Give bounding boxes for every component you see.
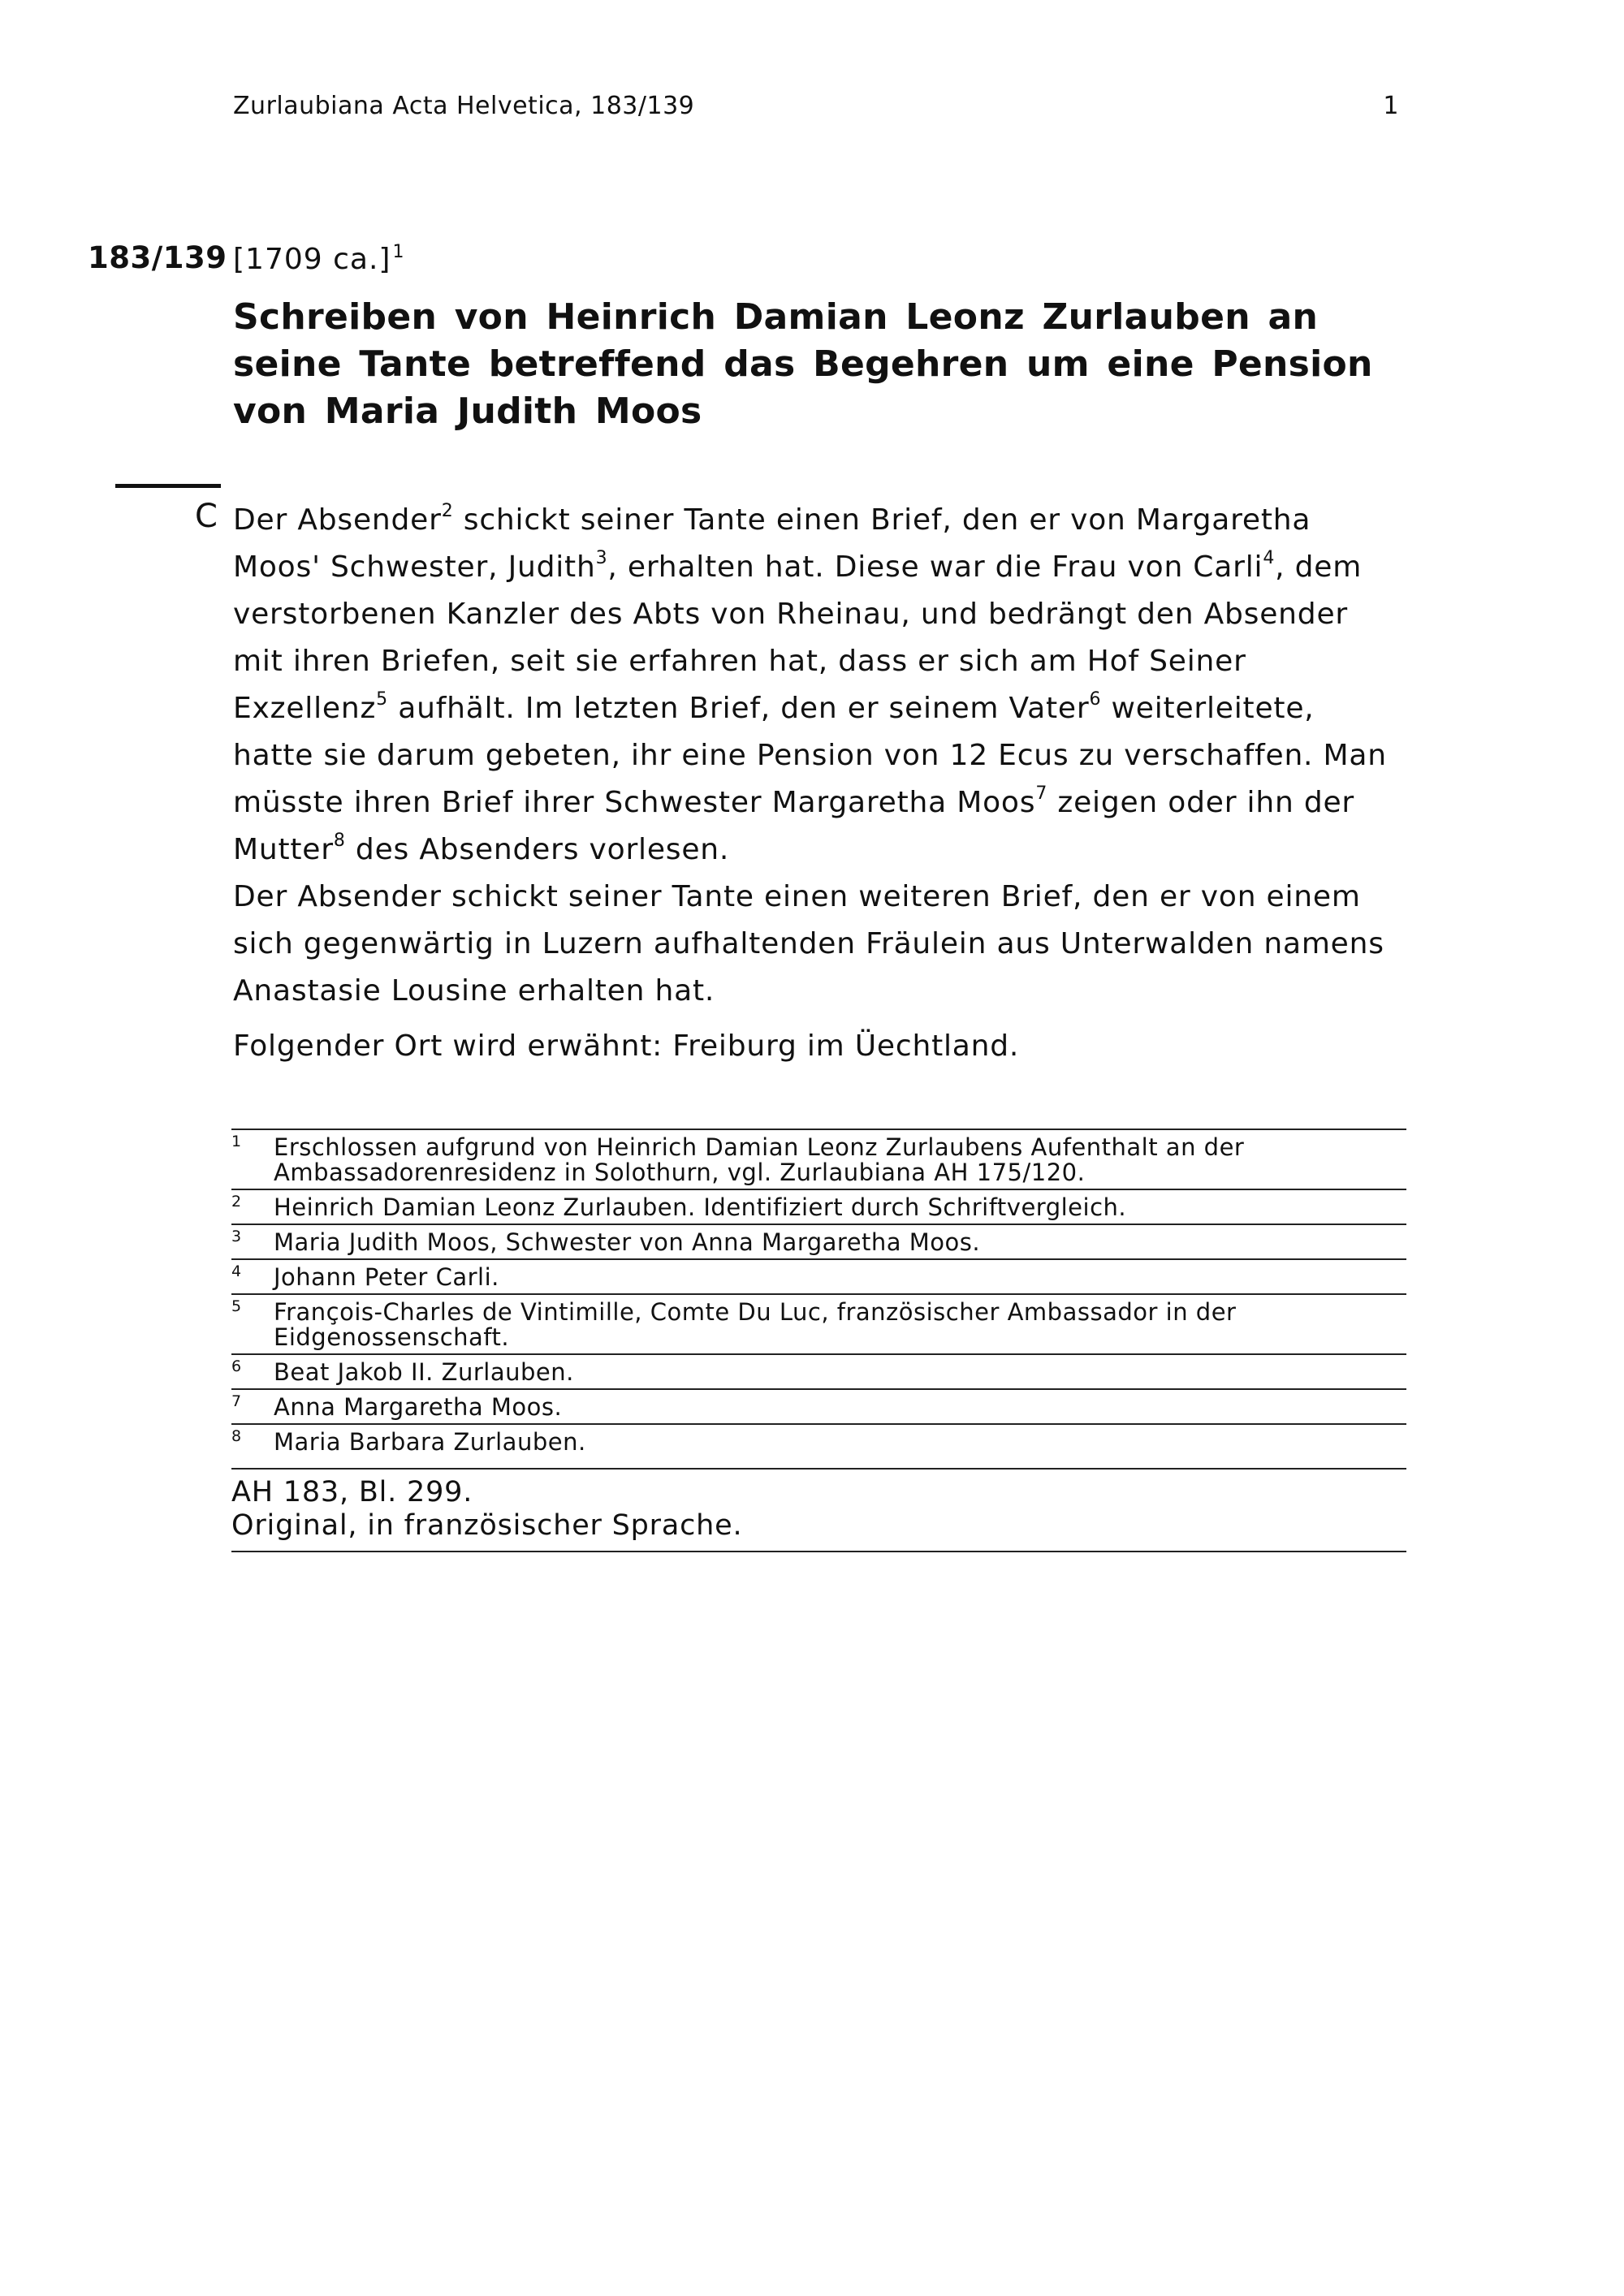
footnote-ref[interactable]: 7 xyxy=(1035,783,1048,804)
page-number: 1 xyxy=(1383,92,1399,120)
footnote-ref[interactable]: 1 xyxy=(392,242,405,262)
footnote-number: 2 xyxy=(231,1193,242,1211)
footnote-ref[interactable]: 5 xyxy=(376,689,388,710)
footnote-ref[interactable]: 2 xyxy=(441,501,454,521)
section-rule xyxy=(115,484,221,488)
footnote-number: 3 xyxy=(231,1228,242,1245)
document-date-line xyxy=(233,242,404,276)
footnote-ref[interactable]: 3 xyxy=(595,548,608,568)
footnote-text: Erschlossen aufgrund von Heinrich Damian Leonz Zurlaubens Aufenthalt an der Ambassadorenresidenz in Solothurn, vgl. Zurlaubiana AH 175/120. xyxy=(274,1133,1245,1186)
footnotes xyxy=(231,1129,1406,1552)
header-title: Zurlaubiana Acta Helvetica, 183/139 xyxy=(233,92,695,120)
document-date: [1709 ca.] xyxy=(233,243,391,276)
footnote xyxy=(231,1423,1406,1458)
footnote-text: Heinrich Damian Leonz Zurlauben. Identifiziert durch Schriftvergleich. xyxy=(274,1193,1127,1221)
document-title: Schreiben von Heinrich Damian Leonz Zurlauben an seine Tante betreffend das Begehren um eine Pension von Maria Judith Moos xyxy=(233,296,1373,432)
abstract-text: aufhält. Im letzten Brief, den er seinem Vater xyxy=(387,692,1090,725)
document-number: 183/139 xyxy=(88,240,227,275)
footnote-ref[interactable]: 4 xyxy=(1263,548,1276,568)
footnote-text: Beat Jakob II. Zurlauben. xyxy=(274,1358,574,1386)
abstract-text: zeigen oder ihn der Mutter xyxy=(233,786,1355,866)
footnote xyxy=(231,1258,1406,1293)
abstract-text: des Absenders vorlesen. xyxy=(345,833,730,866)
footnote xyxy=(231,1224,1406,1258)
footnote-text: François-Charles de Vintimille, Comte Du Luc, französischer Ambassador in der Eidgenossenschaft. xyxy=(274,1298,1237,1351)
abstract-paragraph-1 xyxy=(233,497,1394,874)
footnote-number: 6 xyxy=(231,1357,242,1375)
language-marker: C xyxy=(195,498,218,535)
footnote xyxy=(231,1388,1406,1423)
footnote xyxy=(231,1189,1406,1224)
source-language: Original, in französischer Sprache. xyxy=(231,1509,743,1542)
footnote-ref[interactable]: 8 xyxy=(333,831,346,851)
abstract xyxy=(233,497,1394,1070)
footnote-text: Anna Margaretha Moos. xyxy=(274,1393,563,1421)
footnote-text: Johann Peter Carli. xyxy=(274,1263,499,1291)
footnote xyxy=(231,1129,1406,1189)
source-reference xyxy=(231,1468,1406,1552)
source-signature: AH 183, Bl. 299. xyxy=(231,1476,473,1508)
footnote xyxy=(231,1353,1406,1388)
footnote-text: Maria Barbara Zurlauben. xyxy=(274,1428,586,1456)
abstract-text: schickt seiner Tante einen Brief, den er von Margaretha Moos' Schwester, Judith xyxy=(233,503,1311,584)
footnote-number: 1 xyxy=(231,1133,242,1150)
places-mentioned: Folgender Ort wird erwähnt: Freiburg im Üechtland. xyxy=(233,1029,1020,1063)
footnote-ref[interactable]: 6 xyxy=(1089,689,1102,710)
abstract-text: weiterleitete, hatte sie darum gebeten, ihr eine Pension von 12 Ecus zu verschaffen. Man müsste ihren Brief ihrer Schwester Margaretha Moos xyxy=(233,692,1387,819)
footnote-number: 7 xyxy=(231,1392,242,1410)
footnote-number: 5 xyxy=(231,1297,242,1315)
footnote xyxy=(231,1293,1406,1353)
footnote-text: Maria Judith Moos, Schwester von Anna Margaretha Moos. xyxy=(274,1228,981,1256)
abstract-text: Der Absender xyxy=(233,503,442,537)
abstract-text: , erhalten hat. Diese war die Frau von Carli xyxy=(607,550,1263,584)
abstract-text: , dem verstorbenen Kanzler des Abts von Rheinau, und bedrängt den Absender mit ihren Briefen, seit sie erfahren hat, dass er sich am Hof Seiner Exzellenz xyxy=(233,550,1363,725)
footnote-number: 8 xyxy=(231,1427,242,1445)
abstract-paragraph-2: Der Absender schickt seiner Tante einen weiteren Brief, den er von einem sich gegenwärtig in Luzern aufhaltenden Fräulein aus Unterwalden namens Anastasie Lousine erhalten hat. xyxy=(233,880,1384,1008)
footnote-number: 4 xyxy=(231,1262,242,1280)
